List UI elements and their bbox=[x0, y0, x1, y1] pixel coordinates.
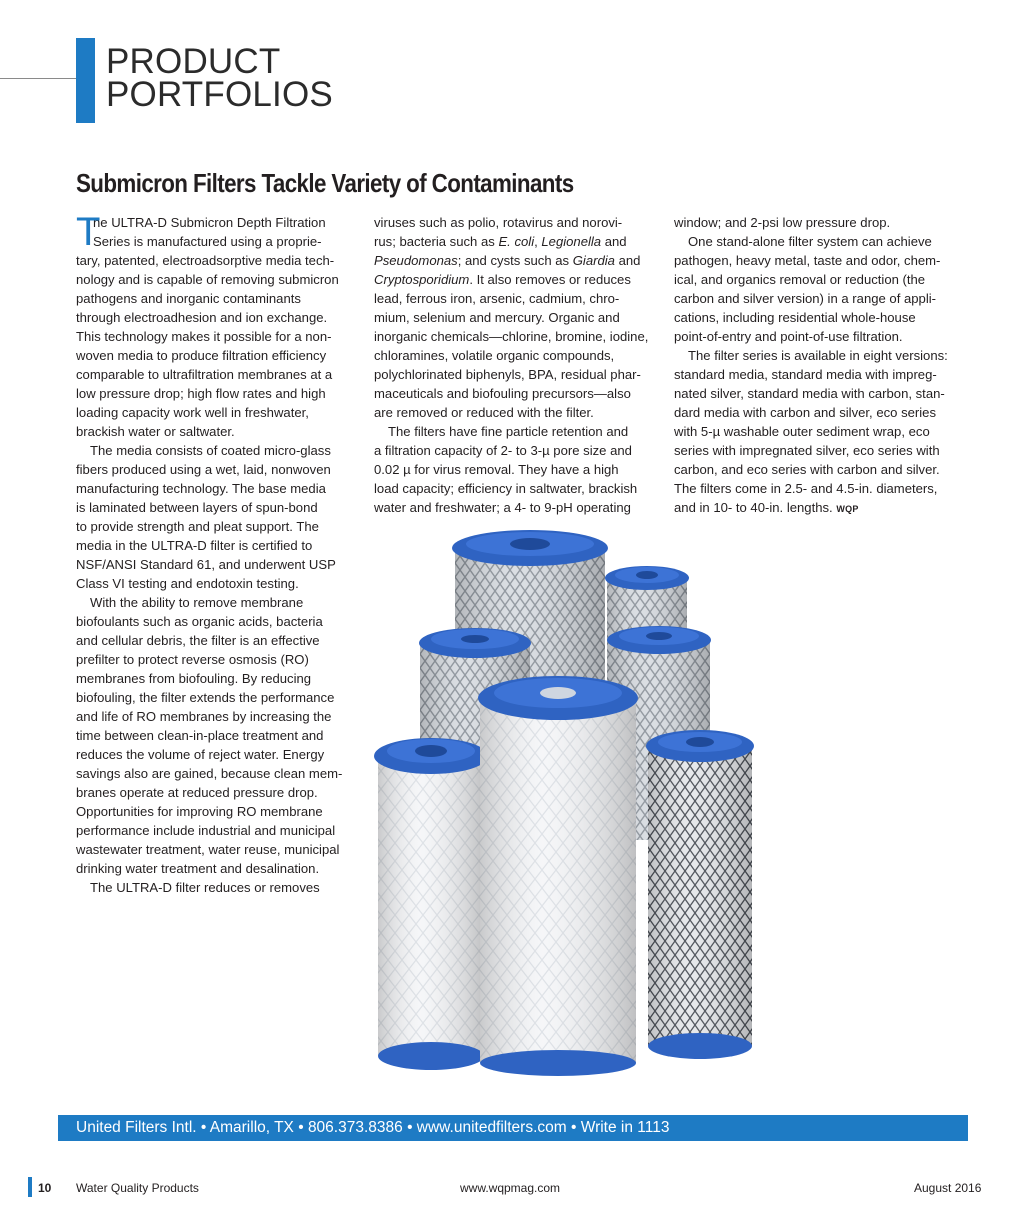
header-rule bbox=[0, 78, 76, 79]
company-info-text: United Filters Intl. • Amarillo, TX • 806.373.8386 • www.unitedfilters.com • Write in 1113 bbox=[76, 1119, 670, 1136]
text-line: reduces the volume of reject water. Energy bbox=[76, 747, 325, 762]
section-title-line1: PRODUCT bbox=[106, 42, 281, 81]
filter-cartridge-front-right bbox=[646, 730, 754, 1059]
text-line: With the ability to remove membrane bbox=[90, 595, 304, 610]
section-accent-bar bbox=[76, 38, 95, 123]
text-line: lead, ferrous iron, arsenic, cadmium, chro- bbox=[374, 291, 620, 306]
text-line: manufacturing technology. The base media bbox=[76, 481, 326, 496]
section-title-line2: PORTFOLIOS bbox=[106, 75, 333, 114]
text-line: inorganic chemicals—chlorine, bromine, iodine, bbox=[374, 329, 649, 344]
text-line: with 5-µ washable outer sediment wrap, eco bbox=[674, 424, 930, 439]
text-line: The filters come in 2.5- and 4.5-in. diameters, bbox=[674, 481, 938, 496]
text-line: polychlorinated biphenyls, BPA, residual phar- bbox=[374, 367, 641, 382]
text-line: low pressure drop; high flow rates and high bbox=[76, 386, 326, 401]
text-line: wastewater treatment, water reuse, municipal bbox=[76, 842, 340, 857]
text-line: point-of-entry and point-of-use filtration. bbox=[674, 329, 903, 344]
text-line: woven media to produce filtration efficiency bbox=[76, 348, 327, 363]
text-line: loading capacity work well in freshwater, bbox=[76, 405, 309, 420]
text-line: ical, and organics removal or reduction (the bbox=[674, 272, 926, 287]
text-line: 0.02 µ for virus removal. They have a high bbox=[374, 462, 619, 477]
page-number: 10 bbox=[38, 1181, 52, 1195]
text-line: load capacity; efficiency in saltwater, brackish bbox=[374, 481, 638, 496]
text-line: prefilter to protect reverse osmosis (RO) bbox=[76, 652, 309, 667]
text-line: drinking water treatment and desalination. bbox=[76, 861, 320, 876]
text-line: pathogens and inorganic contaminants bbox=[76, 291, 301, 306]
text-line: carbon, and eco series with carbon and silver. bbox=[674, 462, 940, 477]
text-line: biofoulants such as organic acids, bacteria bbox=[76, 614, 323, 629]
company-info-banner bbox=[58, 1115, 968, 1141]
text-line: through electroadhesion and ion exchange. bbox=[76, 310, 328, 325]
text-line: he ULTRA-D Submicron Depth Filtration bbox=[93, 215, 326, 230]
text-line: Opportunities for improving RO membrane bbox=[76, 804, 323, 819]
text-line: pathogen, heavy metal, taste and odor, chem- bbox=[674, 253, 941, 268]
text-line: series with impregnated silver, eco series with bbox=[674, 443, 940, 458]
text-line: brackish water or saltwater. bbox=[76, 424, 235, 439]
text-line: Cryptosporidium. It also removes or reduces bbox=[374, 272, 631, 287]
filter-cartridges-photo bbox=[360, 528, 770, 1076]
publication-url: www.wqpmag.com bbox=[460, 1181, 561, 1195]
text-line: and cellular debris, the filter is an effective bbox=[76, 633, 320, 648]
article-column-2 bbox=[374, 213, 664, 517]
text-line: water and freshwater; a 4- to 9-pH operating bbox=[374, 500, 631, 515]
text-line: to provide strength and pleat support. The bbox=[76, 519, 319, 534]
text-line: performance include industrial and municipal bbox=[76, 823, 336, 838]
text-line: maceuticals and biofouling precursors—also bbox=[374, 386, 631, 401]
text-line: standard media, standard media with impreg- bbox=[674, 367, 937, 382]
text-line: and in 10- to 40-in. lengths. WQP bbox=[674, 500, 859, 515]
text-line: nology and is capable of removing submicron bbox=[76, 272, 339, 287]
text-line: The filters have fine particle retention and bbox=[388, 424, 629, 439]
text-line: The filter series is available in eight versions: bbox=[688, 348, 948, 363]
text-line: One stand-alone filter system can achieve bbox=[688, 234, 932, 249]
text-line: fibers produced using a wet, laid, nonwoven bbox=[76, 462, 331, 477]
text-line: The ULTRA-D filter reduces or removes bbox=[90, 880, 320, 895]
text-line: Pseudomonas; and cysts such as Giardia and bbox=[374, 253, 641, 268]
text-line: time between clean-in-place treatment and bbox=[76, 728, 324, 743]
article-headline: Submicron Filters Tackle Variety of Contaminants bbox=[76, 168, 574, 198]
text-line: Class VI testing and endotoxin testing. bbox=[76, 576, 299, 591]
drop-cap: T bbox=[76, 210, 101, 254]
article-column-3 bbox=[674, 213, 964, 519]
text-line: window; and 2-psi low pressure drop. bbox=[674, 215, 891, 230]
text-line: Series is manufactured using a proprie- bbox=[93, 234, 322, 249]
text-line: dard media with carbon and silver, eco series bbox=[674, 405, 937, 420]
text-line: media in the ULTRA-D filter is certified to bbox=[76, 538, 313, 553]
text-line: cations, including residential whole-house bbox=[674, 310, 916, 325]
text-line: biofouling, the filter extends the performance bbox=[76, 690, 335, 705]
filter-cartridge-front-center bbox=[478, 676, 638, 1076]
article-column-1 bbox=[76, 210, 366, 897]
text-line: savings also are gained, because clean mem- bbox=[76, 766, 343, 781]
text-line: comparable to ultrafiltration membranes at a bbox=[76, 367, 333, 382]
filter-cartridge-front-left bbox=[374, 738, 488, 1070]
text-line: is laminated between layers of spun-bond bbox=[76, 500, 318, 515]
text-line: nated silver, standard media with carbon, stan- bbox=[674, 386, 945, 401]
text-line: membranes from biofouling. By reducing bbox=[76, 671, 312, 686]
text-line: and life of RO membranes by increasing the bbox=[76, 709, 332, 724]
text-line: carbon and silver version) in a range of appli- bbox=[674, 291, 937, 306]
text-line: tary, patented, electroadsorptive media tech- bbox=[76, 253, 335, 268]
issue-date: August 2016 bbox=[914, 1181, 982, 1195]
text-line: are removed or reduced with the filter. bbox=[374, 405, 594, 420]
publication-name: Water Quality Products bbox=[76, 1181, 199, 1195]
text-line: branes operate at reduced pressure drop. bbox=[76, 785, 318, 800]
text-line: chloramines, volatile organic compounds, bbox=[374, 348, 615, 363]
text-line: This technology makes it possible for a non- bbox=[76, 329, 332, 344]
footer-accent-bar bbox=[28, 1177, 32, 1197]
text-line: The media consists of coated micro-glass bbox=[90, 443, 331, 458]
text-line: rus; bacteria such as E. coli, Legionella and bbox=[374, 234, 627, 249]
section-title bbox=[106, 42, 333, 114]
text-line: mium, selenium and mercury. Organic and bbox=[374, 310, 620, 325]
text-line: viruses such as polio, rotavirus and norovi- bbox=[374, 215, 623, 230]
text-line: a filtration capacity of 2- to 3-µ pore size and bbox=[374, 443, 632, 458]
text-line: NSF/ANSI Standard 61, and underwent USP bbox=[76, 557, 336, 572]
